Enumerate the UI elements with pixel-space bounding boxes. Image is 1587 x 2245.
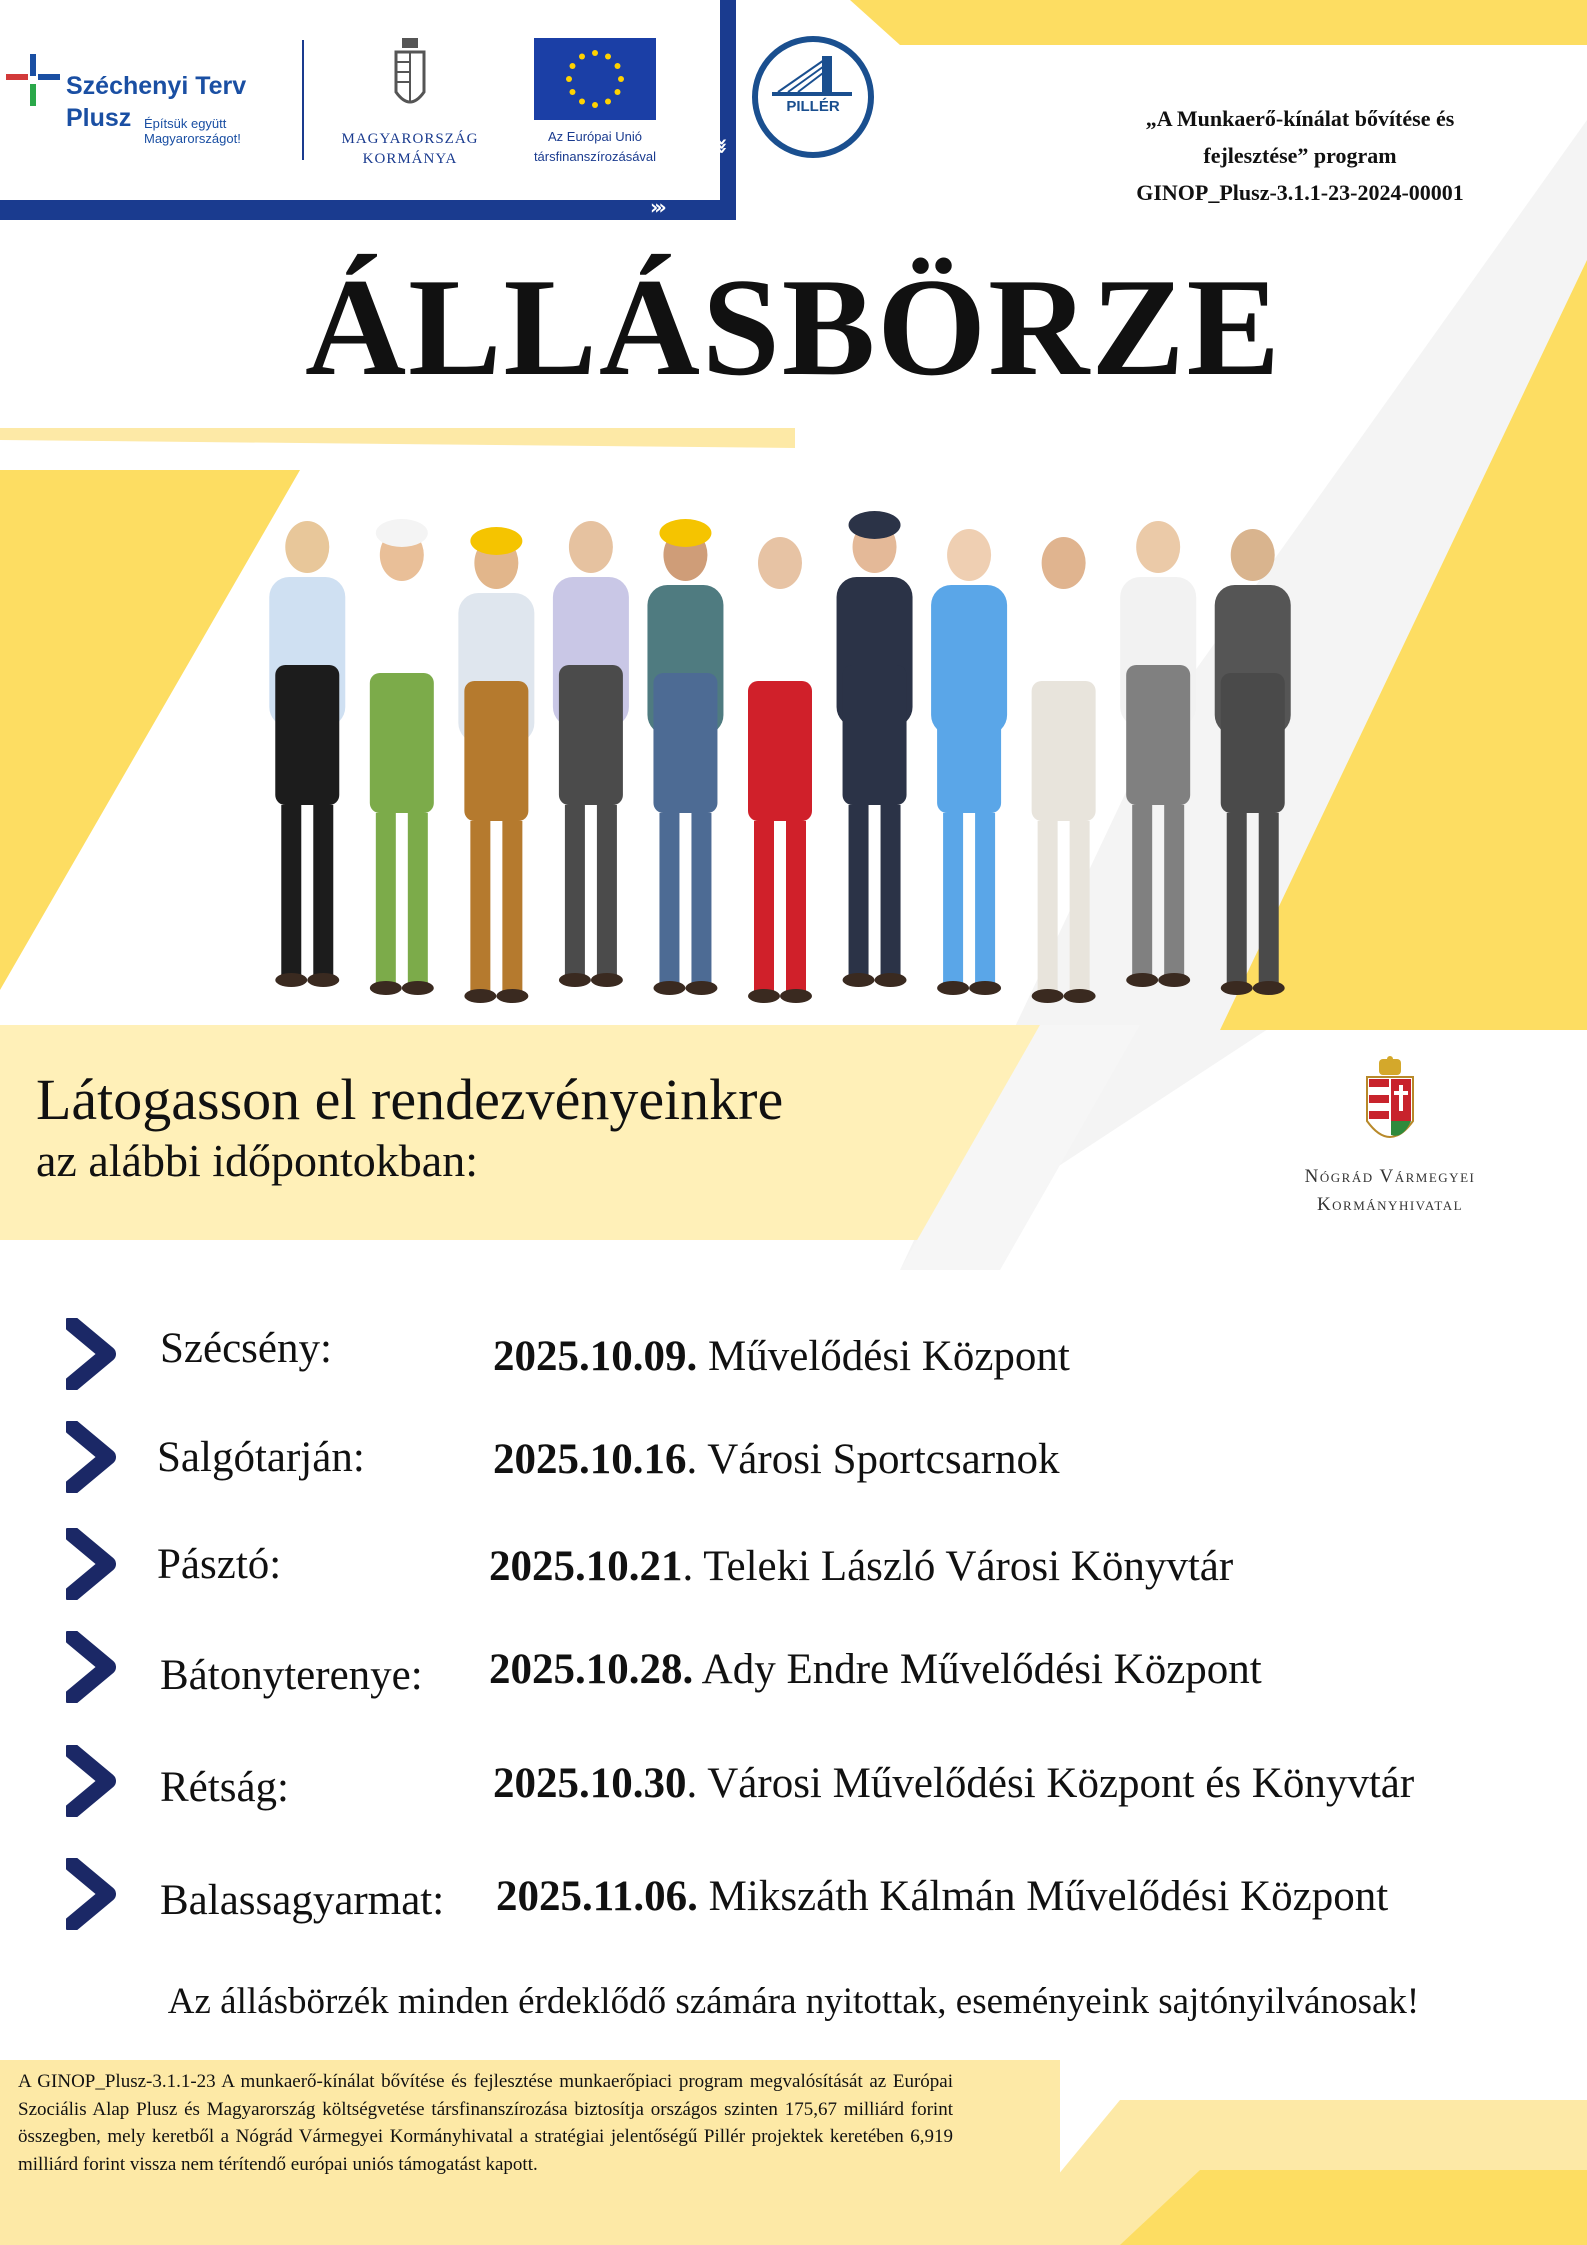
event-row [0,1413,1587,1503]
chevron-decoration-icon: ››› [710,137,735,151]
bridge-icon [758,42,868,152]
chevron-right-icon [66,1631,124,1703]
event-date: 2025.10.09. [493,1333,698,1380]
event-town: Szécsény: [160,1325,332,1372]
szechenyi-cross-icon [4,52,64,112]
eu-star-icon [605,53,611,59]
eu-star-icon [579,53,585,59]
event-row [0,1310,1587,1400]
worker-figure [931,529,1007,995]
worker-figure [1026,537,1102,1003]
worker-figure [647,519,723,995]
government-logo [335,36,485,167]
eu-star-icon [592,50,598,56]
eu-text-line2: társfinanszírozásával [533,149,657,164]
event-date: 2025.10.28. [489,1646,694,1693]
event-row [0,1737,1587,1827]
page-title: ÁLLÁSBÖRZE [305,250,1282,405]
szechenyi-tagline: Építsük együtt Magyarországot! [144,116,241,146]
chevron-decoration-icon: ››› [650,195,663,219]
event-row [0,1520,1587,1610]
worker-figure [553,521,629,987]
worker-figure [458,527,534,1003]
eu-star-icon [615,63,621,69]
event-town: Pásztó: [157,1541,282,1588]
eu-star-icon [615,89,621,95]
event-town: Balassagyarmat: [160,1877,445,1924]
event-separator [698,1873,709,1920]
coat-of-arms-icon [1363,1055,1417,1155]
invite-line1: Látogasson el rendezvényeinkre [36,1067,784,1132]
logo-panel [0,0,735,220]
government-office-logo [1270,1055,1510,1216]
chevron-right-icon [66,1528,124,1600]
piller-label: PILLÉR [786,98,840,115]
logo-panel-border [0,200,736,220]
government-name-line1: MAGYARORSZÁG [341,131,479,147]
event-venue: Városi Sportcsarnok [707,1436,1060,1483]
event-date: 2025.10.16 [493,1436,687,1483]
event-venue: Művelődési Központ [708,1333,1070,1380]
worker-figure [1120,521,1196,987]
program-line: „A Munkaerő-kínálat bővítése és [1145,106,1455,131]
worker-figure [1215,529,1291,995]
funding-info-box [0,2060,1060,2245]
event-detail [493,1759,1414,1808]
event-separator: . [686,1436,708,1483]
szechenyi-name: Széchenyi Terv [66,72,247,100]
event-venue: Teleki László Városi Könyvtár [703,1543,1234,1590]
event-town: Rétság: [160,1764,289,1811]
chevron-right-icon [66,1858,124,1930]
eu-star-icon [569,89,575,95]
eu-star-icon [579,99,585,105]
worker-figure [837,511,913,987]
eu-flag-icon [534,38,656,120]
logo-panel-border [720,0,736,220]
eu-text-line1: Az Európai Unió [548,129,642,144]
eu-star-icon [605,99,611,105]
event-venue: Városi Művelődési Központ és Könyvtár [707,1760,1415,1807]
invite-banner [0,1025,1020,1240]
eu-star-icon [569,63,575,69]
event-detail [493,1332,1070,1381]
event-date: 2025.10.30 [493,1760,687,1807]
worker-figure [364,519,440,995]
eu-star-icon [566,76,572,82]
event-separator [697,1333,708,1380]
szechenyi-terv-logo [4,48,264,148]
event-date: 2025.10.21 [489,1543,683,1590]
event-separator: . [682,1543,704,1590]
szechenyi-plusz: Plusz [66,104,132,132]
worker-figure [269,521,345,987]
event-town: Bátonyterenye: [160,1652,423,1699]
event-detail [489,1645,1262,1694]
event-venue: Mikszáth Kálmán Művelődési Központ [708,1873,1389,1920]
program-info [1100,100,1500,211]
program-line: fejlesztése” program [1203,143,1397,168]
workers-illustration [230,475,1340,1015]
office-name-line1: Nógrád Vármegyei [1304,1166,1476,1187]
event-separator [693,1646,701,1693]
event-date: 2025.11.06. [496,1873,698,1920]
invite-line2: az alábbi időpontokban: [36,1135,478,1186]
logo-divider [302,40,304,160]
open-events-note: Az állásbörzék minden érdeklődő számára nyitottak, eseményeink sajtónyilvánosak! [167,1981,1420,2022]
event-row [0,1850,1587,1940]
chevron-right-icon [66,1318,124,1390]
government-name-line2: KORMÁNYA [362,151,458,167]
eu-logo [515,38,675,165]
eu-star-icon [618,76,624,82]
chevron-right-icon [66,1745,124,1817]
event-detail [489,1542,1233,1591]
funding-text: A GINOP_Plusz-3.1.1-23 A munkaerő-kínálat bővítése és fejlesztése munkaerőpiaci program megvalósítását az Európai Szociális Alap Plusz és Magyarország költségvetése társfinanszírozása biztosítja országos szinten 175,67 milliárd forint összegben, mely keretből a Nógrád Vármegyei Kormányhivatal a stratégiai jelentőségű Pillér projektek keretében 6,919 milliárd forint vissza nem térítendő európai uniós támogatást kapott. [18,2071,953,2175]
event-separator: . [686,1760,708,1807]
piller-logo [752,36,874,158]
program-code: GINOP_Plusz-3.1.1-23-2024-00001 [1136,180,1464,205]
hungarian-crest-icon [390,36,430,122]
chevron-right-icon [66,1421,124,1493]
eu-star-icon [592,102,598,108]
worker-figure [742,537,818,1003]
event-venue: Ady Endre Művelődési Központ [701,1646,1262,1693]
event-detail [496,1872,1388,1921]
office-name-line2: Kormányhivatal [1316,1194,1464,1215]
event-detail [493,1435,1060,1484]
event-town: Salgótarján: [157,1434,365,1481]
event-row [0,1623,1587,1713]
